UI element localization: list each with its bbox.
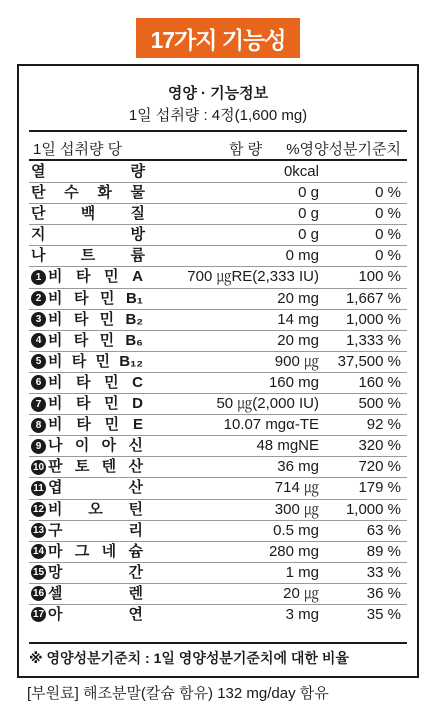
footnote: ※ 영양성분기준치 : 1일 영양성분기준치에 대한 비율	[29, 650, 349, 666]
nutrient-name	[31, 542, 149, 562]
nutrient-daily-value: 1,000 %	[345, 500, 401, 518]
nutrient-daily-value: 100 %	[358, 268, 401, 286]
item-number-badge: 1	[31, 270, 46, 285]
item-number-badge: 13	[32, 525, 45, 537]
nutrient-label: 판 토 텐 산	[48, 458, 143, 476]
item-number-badge: 12	[32, 504, 45, 515]
nutrient-label: 엽 산	[48, 479, 143, 497]
item-number-badge: 15	[32, 567, 45, 579]
nutrient-daily-value: 92 %	[366, 416, 401, 434]
nutrient-daily-value: 36 %	[366, 584, 401, 602]
nutrient-row	[29, 584, 407, 605]
nutrient-label: 마 그 네 슘	[48, 542, 143, 560]
item-number-badge: 4	[31, 333, 46, 348]
nutrient-daily-value: 0 %	[375, 247, 401, 265]
nutrient-label: 망 간	[48, 563, 143, 581]
item-number-badge: 8	[31, 418, 46, 433]
nutrient-label: 셀 렌	[48, 584, 143, 602]
nutrient-amount: 20 mg	[277, 289, 319, 307]
nutrient-row	[29, 373, 407, 394]
item-number-badge: 9	[31, 439, 46, 454]
nutrient-row	[29, 542, 407, 563]
nutrient-amount: 36 mg	[277, 458, 319, 476]
nutrient-name	[31, 331, 149, 351]
nutrient-row	[29, 310, 407, 331]
serving-size: 1일 섭취량 : 4정(1,600 mg)	[128, 107, 308, 124]
nutrient-amount: 10.07 mgα-TE	[223, 416, 319, 434]
nutrient-row	[29, 225, 407, 246]
nutrient-amount: 0 g	[298, 184, 319, 202]
item-number-badge: 11	[31, 481, 46, 496]
item-number-badge: 7	[31, 397, 46, 412]
item-number-badge: 14	[32, 546, 45, 558]
nutrient-row	[29, 415, 407, 436]
nutrient-daily-value: 179 %	[358, 479, 401, 497]
nutrient-amount: 900 ㎍	[274, 352, 319, 370]
nutrient-amount: 0.5 mg	[273, 521, 319, 539]
nutrient-amount: 0 mg	[285, 247, 319, 265]
nutrient-row	[29, 162, 407, 183]
nutrient-amount: 48 mgNE	[256, 437, 319, 455]
nutrient-amount: 280 mg	[268, 542, 319, 560]
nutrient-row	[29, 457, 407, 478]
nutrition-facts-panel	[17, 64, 419, 678]
nutrient-daily-value: 37,500 %	[337, 352, 401, 370]
nutrient-name	[31, 521, 149, 541]
nutrient-name	[31, 310, 149, 330]
panel-title: 영양 · 기능정보	[167, 85, 269, 102]
nutrient-daily-value: 0 %	[375, 205, 401, 223]
nutrient-amount: 300 ㎍	[274, 500, 319, 518]
nutrient-daily-value: 33 %	[366, 563, 401, 581]
nutrient-daily-value: 0 %	[375, 184, 401, 202]
nutrient-row	[29, 267, 407, 288]
column-amount: 함 량	[229, 141, 263, 158]
nutrient-label: 비 타 민 A	[48, 268, 143, 286]
nutrient-daily-value: 35 %	[366, 605, 401, 623]
nutrient-name	[31, 289, 149, 309]
nutrient-row	[29, 246, 407, 267]
nutrient-name	[31, 267, 149, 287]
nutrient-name: 지 방	[31, 226, 145, 244]
nutrient-label: 비 타 민 E	[48, 416, 143, 434]
item-number-badge: 6	[31, 375, 46, 390]
nutrient-daily-value: 63 %	[366, 521, 401, 539]
divider-top	[29, 130, 407, 132]
nutrient-name	[31, 415, 149, 435]
item-number-badge: 17	[32, 609, 45, 621]
nutrient-daily-value: 1,333 %	[345, 331, 401, 349]
divider-bottom	[29, 642, 407, 644]
nutrient-amount: 20 ㎍	[283, 584, 319, 602]
nutrient-amount: 0 g	[298, 205, 319, 223]
nutrient-row	[29, 289, 407, 310]
nutrient-label: 비 타 민 B₂	[48, 310, 143, 328]
nutrient-row	[29, 183, 407, 204]
nutrient-label: 비 오 틴	[48, 500, 143, 518]
nutrient-daily-value: 1,667 %	[345, 289, 401, 307]
nutrient-row	[29, 521, 407, 542]
nutrient-label: 비 타 민 D	[48, 395, 143, 413]
nutrient-amount: 714 ㎍	[274, 479, 319, 497]
nutrient-name: 열 량	[31, 163, 145, 180]
nutrient-amount: 160 mg	[268, 373, 319, 391]
nutrient-label: 비 타 민 B₁	[48, 289, 143, 307]
nutrient-amount: 0kcal	[283, 163, 319, 180]
column-per-serving: 1일 섭취량 당	[33, 141, 123, 158]
nutrient-name: 나 트 륨	[31, 247, 145, 265]
item-number-badge: 16	[32, 588, 45, 600]
nutrient-label: 비 타 민 B₁₂	[48, 352, 143, 370]
nutrient-name	[31, 373, 149, 393]
nutrient-name	[31, 352, 149, 372]
nutrient-name	[31, 394, 149, 414]
nutrient-amount: 50 ㎍(2,000 IU)	[216, 395, 319, 413]
nutrient-row	[29, 436, 407, 457]
nutrient-row	[29, 394, 407, 415]
nutrient-amount: 0 g	[298, 226, 319, 244]
nutrient-label: 비 타 민 C	[48, 373, 143, 391]
nutrient-daily-value: 500 %	[358, 395, 401, 413]
nutrient-label: 아 연	[48, 605, 143, 623]
nutrient-label: 나 이 아 신	[48, 437, 143, 455]
column-daily-value: %영양성분기준치	[286, 141, 401, 158]
nutrient-row	[29, 478, 407, 499]
nutrient-row	[29, 352, 407, 373]
nutrient-daily-value: 160 %	[358, 373, 401, 391]
nutrient-name: 탄 수 화 물	[31, 184, 145, 202]
nutrient-row	[29, 204, 407, 225]
nutrient-row	[29, 563, 407, 584]
nutrient-table	[29, 162, 407, 625]
sub-ingredients: [부원료] 해조분말(칼슘 함유) 132 mg/day 함유	[27, 685, 329, 702]
item-number-badge: 2	[31, 291, 46, 306]
nutrient-name	[31, 605, 149, 625]
nutrient-daily-value: 89 %	[366, 542, 401, 560]
nutrient-daily-value: 1,000 %	[345, 310, 401, 328]
nutrient-row	[29, 605, 407, 625]
title-badge: 17가지 기능성	[136, 18, 300, 58]
nutrient-name	[31, 478, 149, 498]
nutrient-name	[31, 436, 149, 456]
nutrient-daily-value: 720 %	[358, 458, 401, 476]
nutrient-name	[31, 457, 149, 477]
nutrient-row	[29, 500, 407, 521]
nutrient-row	[29, 331, 407, 352]
nutrient-name	[31, 563, 149, 583]
nutrient-name	[31, 584, 149, 604]
nutrient-label: 구 리	[48, 521, 143, 539]
divider-header	[29, 159, 407, 161]
nutrient-daily-value: 0 %	[375, 226, 401, 244]
nutrient-name: 단 백 질	[31, 205, 145, 223]
nutrient-amount: 1 mg	[285, 563, 319, 581]
item-number-badge: 10	[32, 461, 45, 473]
nutrient-amount: 3 mg	[285, 605, 319, 623]
item-number-badge: 5	[31, 354, 46, 369]
nutrient-amount: 700 ㎍RE(2,333 IU)	[187, 268, 319, 286]
nutrient-daily-value: 320 %	[358, 437, 401, 455]
nutrient-label: 비 타 민 B₆	[48, 331, 143, 349]
nutrient-amount: 14 mg	[277, 310, 319, 328]
column-header-row	[29, 138, 407, 158]
nutrient-amount: 20 mg	[277, 331, 319, 349]
nutrient-name	[31, 500, 149, 520]
item-number-badge: 3	[31, 312, 46, 327]
